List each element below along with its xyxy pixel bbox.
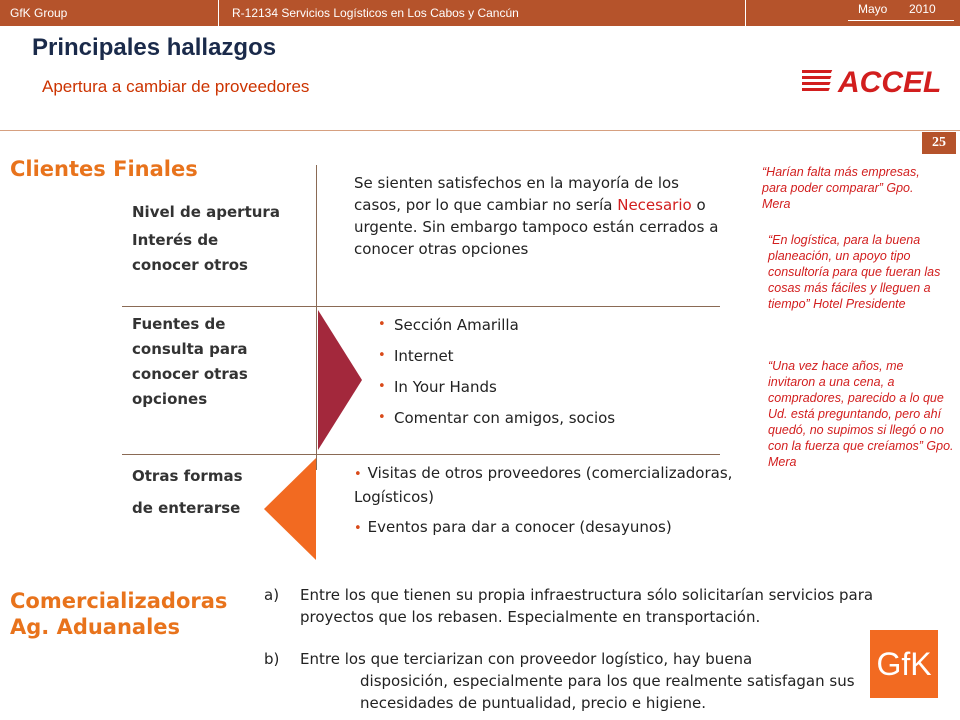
label-line: Otras formas	[132, 467, 243, 485]
list-item-a	[264, 584, 874, 628]
section-heading-clientes: Clientes Finales	[10, 157, 198, 181]
list-item-text: Entre los que tienen su propia infraestructura sólo solicitarían servicios para proyectos que los rebasen. Especialmente en transportación.	[300, 586, 874, 626]
grid-vertical-line	[316, 165, 317, 470]
arrow-red-icon	[318, 310, 362, 450]
otras-list	[354, 462, 734, 548]
bullet-icon: •	[378, 410, 386, 425]
accel-logo	[802, 62, 952, 98]
label-line: de enterarse	[132, 499, 241, 517]
comercializadoras-list	[264, 584, 874, 714]
heading-line: Comercializadoras	[10, 589, 228, 613]
bullet-icon: •	[354, 521, 362, 536]
label-fuentes-consulta	[132, 312, 248, 412]
list-item	[374, 345, 615, 376]
label-line: conocer otros	[132, 256, 248, 274]
list-item-text: Comentar con amigos, socios	[394, 409, 616, 427]
label-nivel-apertura: Nivel de apertura	[132, 203, 280, 221]
list-item-text: disposición, especialmente para los que realmente satisfagan sus	[360, 672, 855, 690]
list-item-continuation	[264, 670, 874, 714]
bullet-icon: •	[378, 348, 386, 363]
topbar-divider	[745, 0, 746, 26]
label-line: conocer otras	[132, 365, 248, 383]
arrow-orange-icon	[264, 458, 316, 560]
list-item	[354, 462, 734, 508]
list-item-text: Sección Amarilla	[394, 316, 519, 334]
list-item	[374, 314, 615, 345]
gfk-logo: GfK	[870, 630, 938, 698]
accel-logo-text: ACCEL	[838, 66, 942, 98]
desc-text: o urgente. Sin embargo tampoco están cerrados a conocer otras opciones	[354, 196, 719, 258]
section-heading-comercializadoras	[10, 588, 227, 640]
desc-text: Se sienten satisfechos en la mayoría de los casos, por lo que cambiar no sería	[354, 174, 679, 214]
quote-2: “En logística, para la buena planeación, un apoyo tipo consultoría para que fueran las cosas más fáciles y lleguen a tiempo” Hotel Presidente	[768, 233, 941, 311]
label-line: Fuentes de	[132, 315, 226, 333]
topbar-divider	[218, 0, 219, 26]
quote-1: “Harían falta más empresas, para poder comparar” Gpo. Mera	[762, 165, 920, 211]
date-underline	[848, 20, 954, 21]
list-item-b	[264, 648, 874, 714]
quote-3: “Una vez hace años, me invitaron a una cena, a compradores, parecido a lo que Ud. está preguntando, pero ahí quedó, no supimos si llegó o no con la fuerza que creíamos” Gpo. Mera	[768, 359, 954, 469]
group-label: GfK Group	[10, 6, 68, 20]
list-item-text: Entre los que terciarizan con proveedor logístico, hay buena	[300, 650, 753, 668]
project-label: R-12134 Servicios Logísticos en Los Cabos y Cancún	[232, 6, 519, 20]
page-subtitle: Apertura a cambiar de proveedores	[42, 77, 310, 96]
heading-line: Ag. Aduanales	[10, 615, 181, 639]
list-item-text: Eventos para dar a conocer (desayunos)	[367, 518, 672, 536]
label-otras-formas	[132, 460, 243, 524]
list-item	[374, 376, 615, 407]
header-divider	[0, 130, 960, 131]
label-line: opciones	[132, 390, 208, 408]
page-number: 25	[922, 132, 956, 154]
list-item	[374, 407, 615, 438]
list-item-text: Visitas de otros proveedores (comercializadoras, Logísticos)	[354, 464, 733, 506]
list-item	[354, 516, 734, 540]
grid-horizontal-line	[122, 454, 720, 455]
fuentes-list	[374, 314, 615, 438]
list-marker: a)	[264, 586, 280, 604]
desc-highlight: Necesario	[617, 196, 692, 214]
bullet-icon: •	[378, 379, 386, 394]
list-marker: b)	[264, 650, 280, 668]
year-label: 2010	[909, 2, 936, 16]
label-line: consulta para	[132, 340, 248, 358]
bullet-icon: •	[378, 317, 386, 332]
nivel-description	[354, 172, 724, 260]
grid-horizontal-line	[122, 306, 720, 307]
label-interes-conocer	[132, 228, 248, 278]
month-label: Mayo	[858, 2, 888, 16]
page-title: Principales hallazgos	[32, 34, 277, 61]
list-item-text: Internet	[394, 347, 454, 365]
list-item-text: necesidades de puntualidad, precio e higiene.	[360, 694, 707, 712]
top-bar	[0, 0, 960, 26]
label-line: Interés de	[132, 231, 219, 249]
bullet-icon: •	[354, 467, 362, 482]
list-item-text: In Your Hands	[394, 378, 497, 396]
